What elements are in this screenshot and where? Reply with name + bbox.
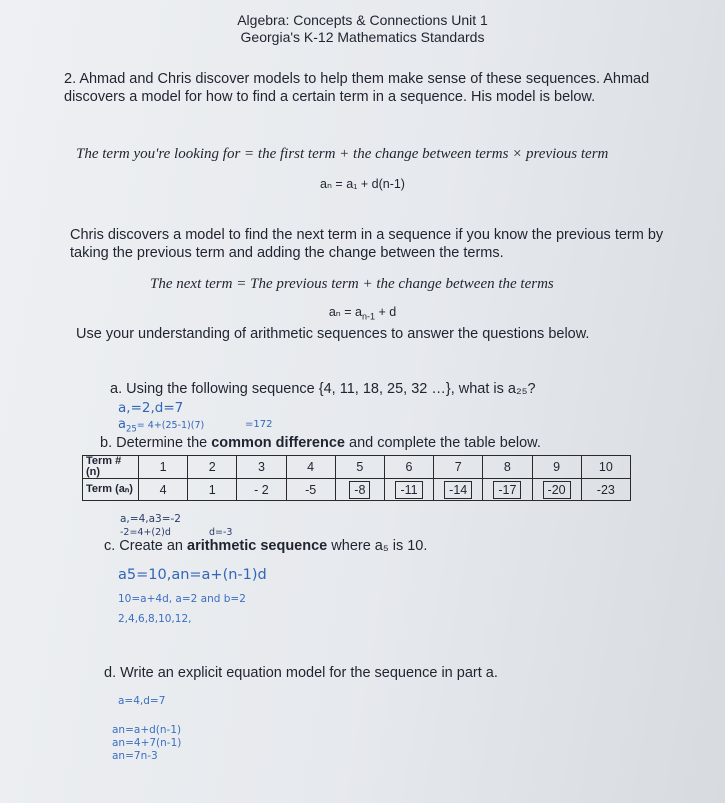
- part-d-work-line4: an=7n-3: [112, 750, 158, 762]
- n-cell: 7: [434, 456, 483, 479]
- term-value: -5: [305, 482, 317, 497]
- ahmad-formula: aₙ = a₁ + d(n-1): [320, 177, 405, 191]
- part-a-work-line2: [118, 417, 204, 435]
- term-cell: [434, 479, 483, 501]
- part-c-question: [104, 537, 427, 555]
- part-b-question-pre: b. Determine the: [100, 435, 212, 451]
- chris-formula-tail: + d: [374, 305, 397, 319]
- part-b-work-result: d=-3: [209, 527, 233, 538]
- part-a-work-sub: 25: [125, 424, 137, 435]
- part-b-work-line2: -2=4+(2)d: [120, 527, 171, 538]
- term-cell: [335, 479, 384, 501]
- term-cell: [581, 479, 630, 501]
- part-b-work-line1: a,=4,a3=-2: [120, 513, 181, 525]
- part-c-work-line2: 10=a+4d, a=2 and b=2: [118, 593, 246, 605]
- part-c-question-post: where a₅ is 10.: [327, 538, 428, 554]
- chris-intro-line2: taking the previous term and adding the change between the terms.: [70, 245, 504, 261]
- term-cell: [188, 479, 237, 501]
- chris-intro-line1: Chris discovers a model to find the next term in a sequence if you know the previous term by: [70, 227, 664, 243]
- term-value: -17: [493, 481, 521, 499]
- term-cell: [237, 479, 286, 501]
- part-c-question-pre: c. Create an: [104, 538, 188, 554]
- chris-formula: [0, 304, 725, 322]
- term-cell: [286, 479, 335, 501]
- term-value: -11: [395, 481, 422, 499]
- part-a-work-result: =172: [245, 419, 273, 430]
- sequence-table: [82, 455, 631, 501]
- part-b-question-bold: common difference: [211, 435, 345, 451]
- part-c-work-line1: a5=10,an=a+(n-1)d: [118, 567, 267, 583]
- header-subtitle: Georgia's K-12 Mathematics Standards: [240, 29, 485, 45]
- n-cell: 6: [384, 456, 433, 479]
- n-cell: 9: [532, 456, 581, 479]
- chris-model-text: The next term = The previous term + the change between the terms: [150, 276, 554, 292]
- ahmad-model-text: The term you're looking for = the first term + the change between terms × previous term: [76, 146, 609, 162]
- term-value: -8: [349, 481, 370, 499]
- part-d-work-line3: an=4+7(n-1): [112, 737, 182, 749]
- n-cell: 5: [335, 456, 384, 479]
- term-value: -20: [543, 481, 571, 499]
- part-a-work-line1: a,=2,d=7: [118, 400, 184, 416]
- table-row-term: [83, 479, 631, 501]
- term-value: -23: [596, 482, 615, 497]
- table-row-n: [83, 456, 631, 479]
- n-cell: 1: [139, 456, 188, 479]
- row-header-n: Term # (n): [83, 456, 139, 479]
- term-value: -14: [444, 481, 472, 499]
- term-cell: [139, 479, 188, 501]
- part-c-question-bold: arithmetic sequence: [187, 538, 328, 554]
- part-b-question-post: and complete the table below.: [344, 435, 541, 451]
- problem-intro-line2: discovers a model for how to find a certain term in a sequence. His model is below.: [64, 89, 596, 105]
- problem-intro-line1: 2. Ahmad and Chris discover models to help them make sense of these sequences. Ahmad: [64, 71, 650, 87]
- n-cell: 2: [188, 456, 237, 479]
- n-cell: 4: [286, 456, 335, 479]
- part-d-work-line2: an=a+d(n-1): [112, 724, 182, 736]
- n-cell: 8: [483, 456, 532, 479]
- part-a-question: a. Using the following sequence {4, 11, 18, 25, 32 …}, what is a₂₅?: [110, 381, 536, 397]
- part-d-work-line1: a=4,d=7: [118, 695, 166, 707]
- term-value: 4: [159, 482, 167, 497]
- term-value: - 2: [254, 482, 269, 497]
- header-title: Algebra: Concepts & Connections Unit 1: [237, 12, 488, 28]
- part-b-question: [100, 434, 541, 452]
- chris-formula-sub: n-1: [361, 311, 375, 322]
- part-c-work-line3: 2,4,6,8,10,12,: [118, 613, 192, 625]
- part-d-question: d. Write an explicit equation model for the sequence in part a.: [104, 665, 498, 681]
- part-a-work-a: a: [118, 417, 126, 432]
- n-cell: 10: [581, 456, 630, 479]
- instruction: Use your understanding of arithmetic sequences to answer the questions below.: [76, 326, 590, 342]
- term-value: 1: [208, 482, 216, 497]
- row-header-term: Term (aₙ): [83, 479, 139, 501]
- term-cell: [384, 479, 433, 501]
- chris-formula-main: aₙ = a: [328, 305, 362, 319]
- term-cell: [532, 479, 581, 501]
- part-a-work-expr: = 4+(25-1)(7): [136, 420, 205, 431]
- n-cell: 3: [237, 456, 286, 479]
- term-cell: [483, 479, 532, 501]
